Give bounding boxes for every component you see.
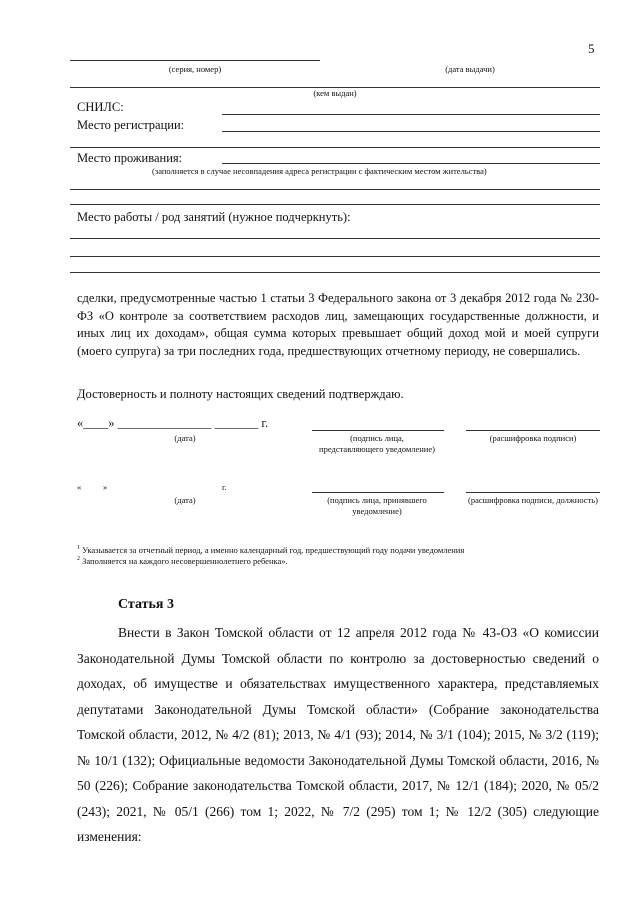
- work-line-2: [70, 256, 600, 257]
- footnote-1-text: Указывается за отчетный период, а именно календарный год, предшествующий году подачи уведомления: [82, 544, 465, 555]
- signature1-date-caption: (дата): [174, 433, 196, 443]
- passport-series-line: [70, 60, 320, 61]
- snils-line: [222, 114, 600, 115]
- signature1-sign-caption: (подпись лица, представляющего уведомление): [319, 433, 435, 454]
- work-line-1: [70, 238, 600, 239]
- footnote-2-text: Заполняется на каждого несовершеннолетнего ребенка».: [82, 555, 288, 566]
- signature1-date-fill: «____» _______________ _______ г.: [77, 416, 269, 430]
- footnote-1-mark: 1: [77, 545, 80, 551]
- footnote-2-mark: 2: [77, 556, 80, 562]
- passport-series-caption: (серия, номер): [168, 64, 222, 74]
- passport-issuer-caption: (кем выдан): [313, 88, 357, 98]
- residence-line-2: [70, 189, 600, 190]
- residence-line-1: [222, 163, 600, 164]
- registration-label: Место регистрации:: [77, 118, 185, 132]
- signature1-decode-line: [466, 430, 600, 431]
- residence-note: (заполняется в случае несовпадения адреса регистрации с фактическим местом жительства): [152, 166, 487, 176]
- registration-line-1: [222, 131, 600, 132]
- snils-label: СНИЛС:: [77, 100, 124, 114]
- signature2-open-quote: «: [77, 482, 82, 492]
- footnote-2: [77, 554, 600, 566]
- signature2-sign-caption: (подпись лица, принявшего уведомление): [327, 495, 427, 516]
- page-number: 5: [588, 41, 595, 56]
- residence-line-3: [70, 204, 600, 205]
- confirmation-text: Достоверность и полноту настоящих сведений подтверждаю.: [77, 387, 404, 401]
- statement-paragraph: сделки, предусмотренные частью 1 статьи 3 Федерального закона от 3 декабря 2012 года № 230-ФЗ «О контроле за соответствием расходов лиц, замещающих государственные должности, и иных лиц их доходам», общая сумма которых превышает общий доход мой и моей супруги (моего супруга) за три последних года, предшествующих отчетному периоду, не совершались.: [77, 291, 599, 358]
- signature2-decode-caption: (расшифровка подписи, должность): [468, 495, 598, 505]
- signature2-sign-line: [312, 492, 444, 493]
- signature2-decode-line: [466, 492, 600, 493]
- signature2-date-caption: (дата): [174, 495, 196, 505]
- work-label: Место работы / род занятий (нужное подчеркнуть):: [77, 210, 351, 224]
- passport-date-caption: (дата выдачи): [445, 64, 495, 74]
- registration-line-2: [70, 147, 600, 148]
- work-line-3: [70, 272, 600, 273]
- article-text: Внести в Закон Томской области от 12 апреля 2012 года № 43-ОЗ «О комиссии Законодательной Думы Томской области по контролю за достоверностью сведений о доходах, об имуществе и обязательствах имущественного характера, представляемых депутатами Законодательной Думы Томской области» (Собрание законодательства Томской области, 2012, № 4/2 (81); 2013, № 4/1 (93); 2014, № 3/1 (104); 2015, № 3/2 (119); № 10/1 (132); Официальные ведомости Законодательной Думы Томской области, 2016, № 50 (226); Собрание законодательства Томской области, 2017, № 12/1 (184); 2020, № 05/2 (243); 2021, № 05/1 (266) том 1; 2022, № 7/2 (295) том 1; № 12/2 (305) следующие изменения:: [77, 625, 599, 844]
- residence-label: Место проживания:: [77, 151, 183, 165]
- signature1-sign-line: [312, 430, 444, 431]
- signature2-close-quote: »: [103, 482, 108, 492]
- signature2-year-mark: г.: [222, 482, 227, 492]
- article-title: Статья 3: [118, 597, 174, 612]
- signature1-decode-caption: (расшифровка подписи): [489, 433, 577, 443]
